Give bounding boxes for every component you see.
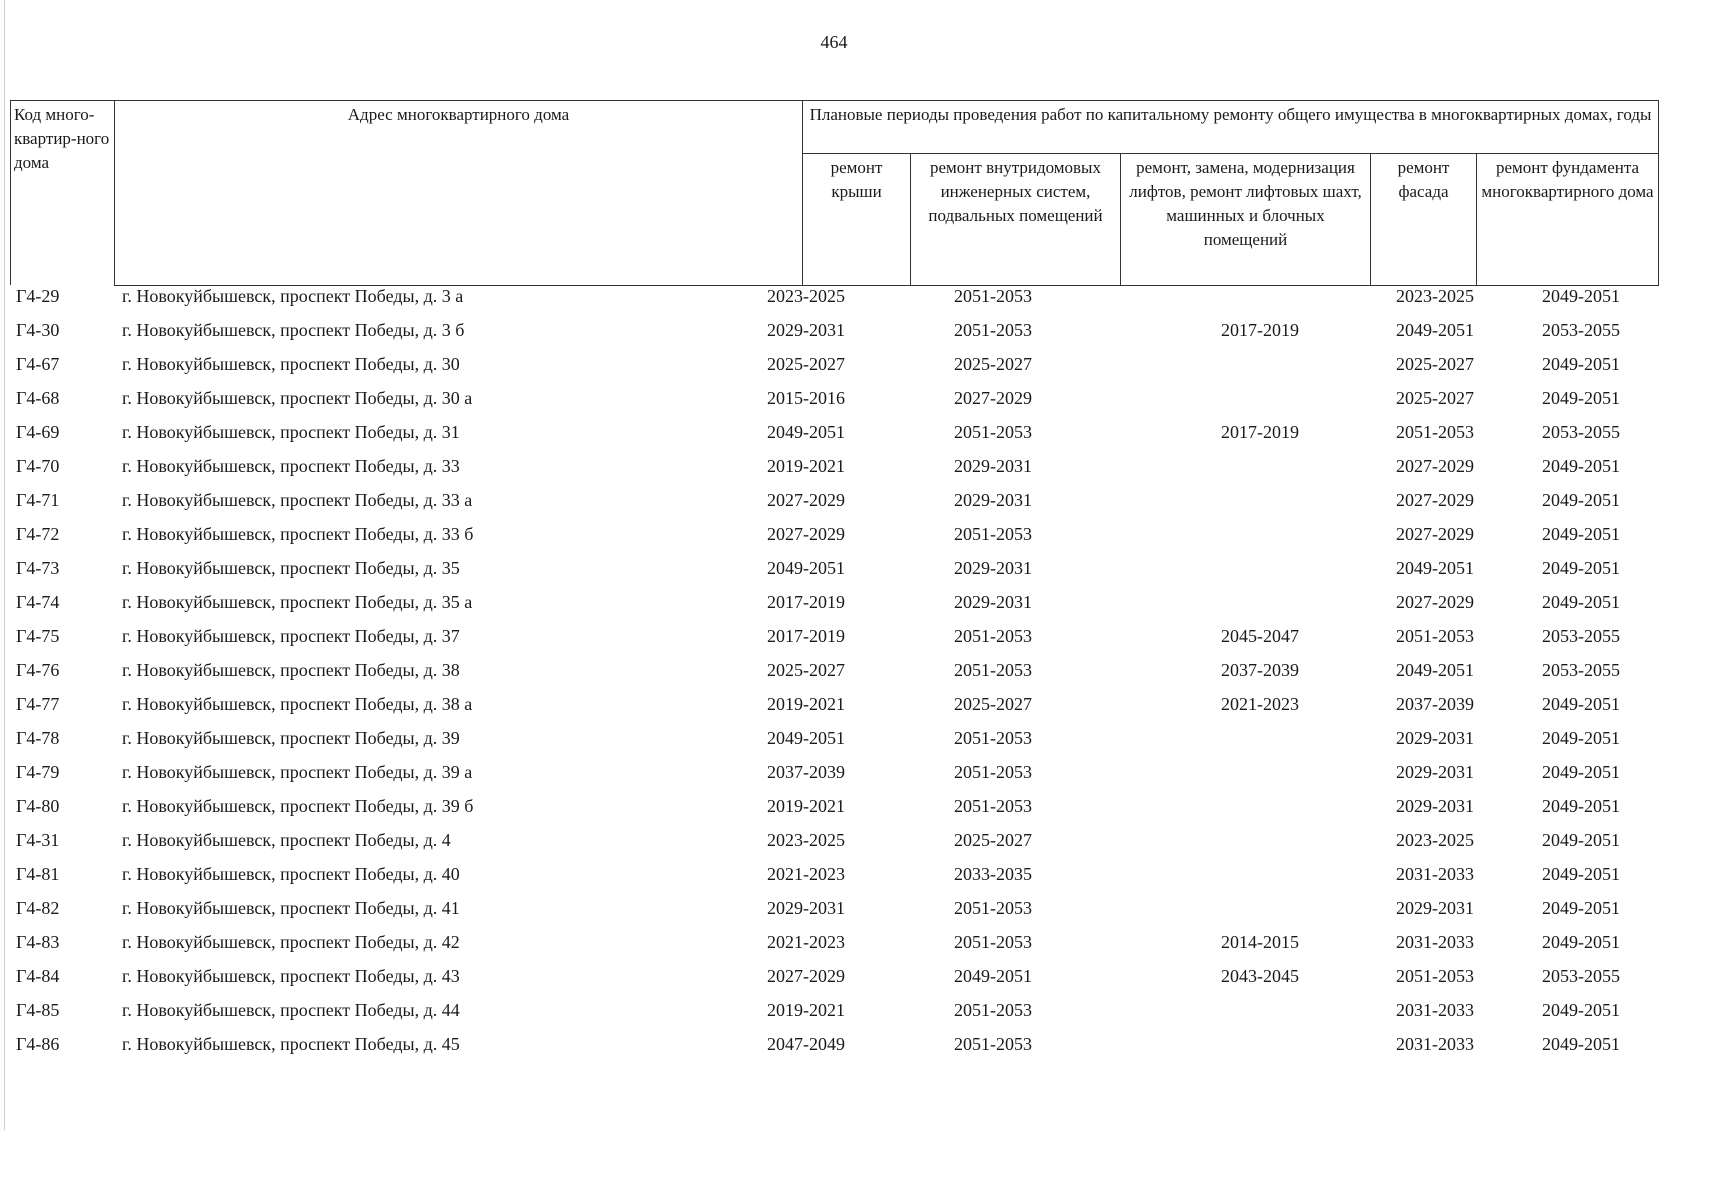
cell-address: г. Новокуйбышевск, проспект Победы, д. 39 б — [122, 796, 474, 816]
cell-internal: 2029-2031 — [954, 558, 1032, 578]
cell-address: г. Новокуйбышевск, проспект Победы, д. 39 — [122, 728, 460, 748]
cell-address: г. Новокуйбышевск, проспект Победы, д. 43 — [122, 966, 460, 986]
cell-internal: 2049-2051 — [954, 966, 1032, 986]
cell-facade: 2025-2027 — [1396, 388, 1474, 408]
cell-lifts: 2021-2023 — [1221, 694, 1299, 714]
cell-foundation: 2053-2055 — [1542, 660, 1620, 680]
cell-address: г. Новокуйбышевск, проспект Победы, д. 40 — [122, 864, 460, 884]
cell-code: Г4-86 — [16, 1034, 60, 1054]
cell-code: Г4-76 — [16, 660, 60, 680]
cell-facade: 2031-2033 — [1396, 932, 1474, 952]
cell-code: Г4-69 — [16, 422, 60, 442]
cell-address: г. Новокуйбышевск, проспект Победы, д. 35 а — [122, 592, 473, 612]
cell-foundation: 2049-2051 — [1542, 898, 1620, 918]
cell-facade: 2023-2025 — [1396, 286, 1474, 306]
cell-internal: 2051-2053 — [954, 796, 1032, 816]
cell-lifts: 2017-2019 — [1221, 320, 1299, 340]
cell-internal: 2051-2053 — [954, 932, 1032, 952]
cell-roof: 2017-2019 — [767, 626, 845, 646]
cell-facade: 2031-2033 — [1396, 1034, 1474, 1054]
header-code: Код много-квартир-ного дома — [11, 101, 115, 286]
cell-internal: 2051-2053 — [954, 422, 1032, 442]
cell-foundation: 2049-2051 — [1542, 592, 1620, 612]
cell-facade: 2023-2025 — [1396, 830, 1474, 850]
cell-facade: 2027-2029 — [1396, 456, 1474, 476]
cell-address: г. Новокуйбышевск, проспект Победы, д. 37 — [122, 626, 460, 646]
cell-code: Г4-74 — [16, 592, 60, 612]
header-foundation: ремонт фундамента многоквартирного дома — [1477, 154, 1659, 285]
cell-foundation: 2049-2051 — [1542, 524, 1620, 544]
cell-code: Г4-75 — [16, 626, 60, 646]
cell-roof: 2029-2031 — [767, 320, 845, 340]
cell-foundation: 2049-2051 — [1542, 762, 1620, 782]
cell-foundation: 2049-2051 — [1542, 932, 1620, 952]
cell-foundation: 2049-2051 — [1542, 456, 1620, 476]
cell-lifts: 2043-2045 — [1221, 966, 1299, 986]
cell-code: Г4-78 — [16, 728, 60, 748]
page-left-edge — [4, 0, 5, 1130]
cell-facade: 2031-2033 — [1396, 864, 1474, 884]
cell-facade: 2029-2031 — [1396, 762, 1474, 782]
cell-internal: 2029-2031 — [954, 456, 1032, 476]
cell-code: Г4-82 — [16, 898, 60, 918]
cell-internal: 2051-2053 — [954, 524, 1032, 544]
cell-internal: 2051-2053 — [954, 728, 1032, 748]
cell-foundation: 2049-2051 — [1542, 558, 1620, 578]
cell-internal: 2029-2031 — [954, 592, 1032, 612]
cell-lifts: 2014-2015 — [1221, 932, 1299, 952]
table-header — [10, 100, 1659, 286]
cell-address: г. Новокуйбышевск, проспект Победы, д. 38 — [122, 660, 460, 680]
cell-code: Г4-70 — [16, 456, 60, 476]
cell-lifts: 2045-2047 — [1221, 626, 1299, 646]
cell-internal: 2051-2053 — [954, 286, 1032, 306]
cell-address: г. Новокуйбышевск, проспект Победы, д. 4 — [122, 830, 451, 850]
cell-foundation: 2049-2051 — [1542, 490, 1620, 510]
cell-address: г. Новокуйбышевск, проспект Победы, д. 44 — [122, 1000, 460, 1020]
cell-address: г. Новокуйбышевск, проспект Победы, д. 45 — [122, 1034, 460, 1054]
cell-foundation: 2049-2051 — [1542, 286, 1620, 306]
cell-roof: 2025-2027 — [767, 354, 845, 374]
cell-internal: 2051-2053 — [954, 898, 1032, 918]
cell-address: г. Новокуйбышевск, проспект Победы, д. 42 — [122, 932, 460, 952]
cell-lifts: 2017-2019 — [1221, 422, 1299, 442]
cell-code: Г4-79 — [16, 762, 60, 782]
cell-internal: 2025-2027 — [954, 694, 1032, 714]
header-address: Адрес многоквартирного дома — [115, 101, 803, 286]
cell-code: Г4-30 — [16, 320, 60, 340]
cell-code: Г4-67 — [16, 354, 60, 374]
cell-roof: 2027-2029 — [767, 966, 845, 986]
cell-roof: 2037-2039 — [767, 762, 845, 782]
cell-facade: 2051-2053 — [1396, 626, 1474, 646]
cell-foundation: 2049-2051 — [1542, 796, 1620, 816]
cell-internal: 2051-2053 — [954, 660, 1032, 680]
header-internal: ремонт внутридомовых инженерных систем, подвальных помещений — [911, 154, 1121, 285]
cell-roof: 2049-2051 — [767, 728, 845, 748]
cell-facade: 2027-2029 — [1396, 490, 1474, 510]
cell-foundation: 2049-2051 — [1542, 830, 1620, 850]
cell-facade: 2029-2031 — [1396, 898, 1474, 918]
header-lifts: ремонт, замена, модернизация лифтов, ремонт лифтовых шахт, машинных и блочных помещений — [1121, 154, 1371, 285]
page-number: 464 — [820, 32, 848, 52]
cell-foundation: 2049-2051 — [1542, 728, 1620, 748]
cell-code: Г4-84 — [16, 966, 60, 986]
cell-internal: 2051-2053 — [954, 1000, 1032, 1020]
cell-roof: 2027-2029 — [767, 524, 845, 544]
cell-internal: 2051-2053 — [954, 320, 1032, 340]
cell-code: Г4-31 — [16, 830, 60, 850]
cell-address: г. Новокуйбышевск, проспект Победы, д. 31 — [122, 422, 460, 442]
cell-roof: 2015-2016 — [767, 388, 845, 408]
cell-internal: 2025-2027 — [954, 830, 1032, 850]
cell-facade: 2051-2053 — [1396, 422, 1474, 442]
cell-roof: 2023-2025 — [767, 286, 845, 306]
cell-foundation: 2049-2051 — [1542, 864, 1620, 884]
cell-address: г. Новокуйбышевск, проспект Победы, д. 30 а — [122, 388, 473, 408]
cell-address: г. Новокуйбышевск, проспект Победы, д. 33 — [122, 456, 460, 476]
cell-address: г. Новокуйбышевск, проспект Победы, д. 30 — [122, 354, 460, 374]
cell-internal: 2051-2053 — [954, 626, 1032, 646]
cell-address: г. Новокуйбышевск, проспект Победы, д. 35 — [122, 558, 460, 578]
cell-roof: 2025-2027 — [767, 660, 845, 680]
cell-code: Г4-73 — [16, 558, 60, 578]
cell-facade: 2027-2029 — [1396, 524, 1474, 544]
cell-foundation: 2049-2051 — [1542, 694, 1620, 714]
cell-roof: 2019-2021 — [767, 1000, 845, 1020]
cell-internal: 2051-2053 — [954, 1034, 1032, 1054]
cell-code: Г4-80 — [16, 796, 60, 816]
cell-roof: 2019-2021 — [767, 694, 845, 714]
cell-address: г. Новокуйбышевск, проспект Победы, д. 33 а — [122, 490, 473, 510]
cell-code: Г4-81 — [16, 864, 60, 884]
cell-facade: 2025-2027 — [1396, 354, 1474, 374]
cell-foundation: 2049-2051 — [1542, 354, 1620, 374]
cell-facade: 2031-2033 — [1396, 1000, 1474, 1020]
header-facade: ремонт фасада — [1371, 154, 1477, 285]
cell-facade: 2049-2051 — [1396, 660, 1474, 680]
cell-facade: 2029-2031 — [1396, 728, 1474, 748]
cell-code: Г4-68 — [16, 388, 60, 408]
cell-foundation: 2053-2055 — [1542, 320, 1620, 340]
cell-roof: 2019-2021 — [767, 456, 845, 476]
cell-code: Г4-71 — [16, 490, 60, 510]
cell-roof: 2029-2031 — [767, 898, 845, 918]
cell-facade: 2049-2051 — [1396, 320, 1474, 340]
cell-roof: 2017-2019 — [767, 592, 845, 612]
cell-facade: 2049-2051 — [1396, 558, 1474, 578]
cell-foundation: 2053-2055 — [1542, 626, 1620, 646]
cell-roof: 2023-2025 — [767, 830, 845, 850]
cell-foundation: 2049-2051 — [1542, 1034, 1620, 1054]
cell-address: г. Новокуйбышевск, проспект Победы, д. 38 а — [122, 694, 473, 714]
cell-internal: 2029-2031 — [954, 490, 1032, 510]
cell-code: Г4-77 — [16, 694, 60, 714]
cell-facade: 2029-2031 — [1396, 796, 1474, 816]
cell-foundation: 2049-2051 — [1542, 388, 1620, 408]
cell-code: Г4-85 — [16, 1000, 60, 1020]
cell-address: г. Новокуйбышевск, проспект Победы, д. 3 а — [122, 286, 464, 306]
cell-roof: 2047-2049 — [767, 1034, 845, 1054]
cell-internal: 2027-2029 — [954, 388, 1032, 408]
cell-address: г. Новокуйбышевск, проспект Победы, д. 41 — [122, 898, 460, 918]
cell-facade: 2027-2029 — [1396, 592, 1474, 612]
cell-address: г. Новокуйбышевск, проспект Победы, д. 39 а — [122, 762, 473, 782]
cell-internal: 2033-2035 — [954, 864, 1032, 884]
cell-facade: 2037-2039 — [1396, 694, 1474, 714]
cell-address: г. Новокуйбышевск, проспект Победы, д. 3 б — [122, 320, 465, 340]
cell-roof: 2027-2029 — [767, 490, 845, 510]
cell-code: Г4-83 — [16, 932, 60, 952]
cell-internal: 2051-2053 — [954, 762, 1032, 782]
cell-roof: 2049-2051 — [767, 422, 845, 442]
cell-code: Г4-29 — [16, 286, 60, 306]
cell-foundation: 2049-2051 — [1542, 1000, 1620, 1020]
cell-foundation: 2053-2055 — [1542, 422, 1620, 442]
header-roof: ремонт крыши — [803, 154, 911, 285]
cell-lifts: 2037-2039 — [1221, 660, 1299, 680]
cell-internal: 2025-2027 — [954, 354, 1032, 374]
cell-address: г. Новокуйбышевск, проспект Победы, д. 33 б — [122, 524, 474, 544]
cell-roof: 2049-2051 — [767, 558, 845, 578]
cell-code: Г4-72 — [16, 524, 60, 544]
cell-roof: 2021-2023 — [767, 932, 845, 952]
cell-foundation: 2053-2055 — [1542, 966, 1620, 986]
cell-roof: 2019-2021 — [767, 796, 845, 816]
cell-roof: 2021-2023 — [767, 864, 845, 884]
cell-facade: 2051-2053 — [1396, 966, 1474, 986]
header-periods: Плановые периоды проведения работ по капитальному ремонту общего имущества в многоквартирных домах, годы — [803, 101, 1659, 154]
